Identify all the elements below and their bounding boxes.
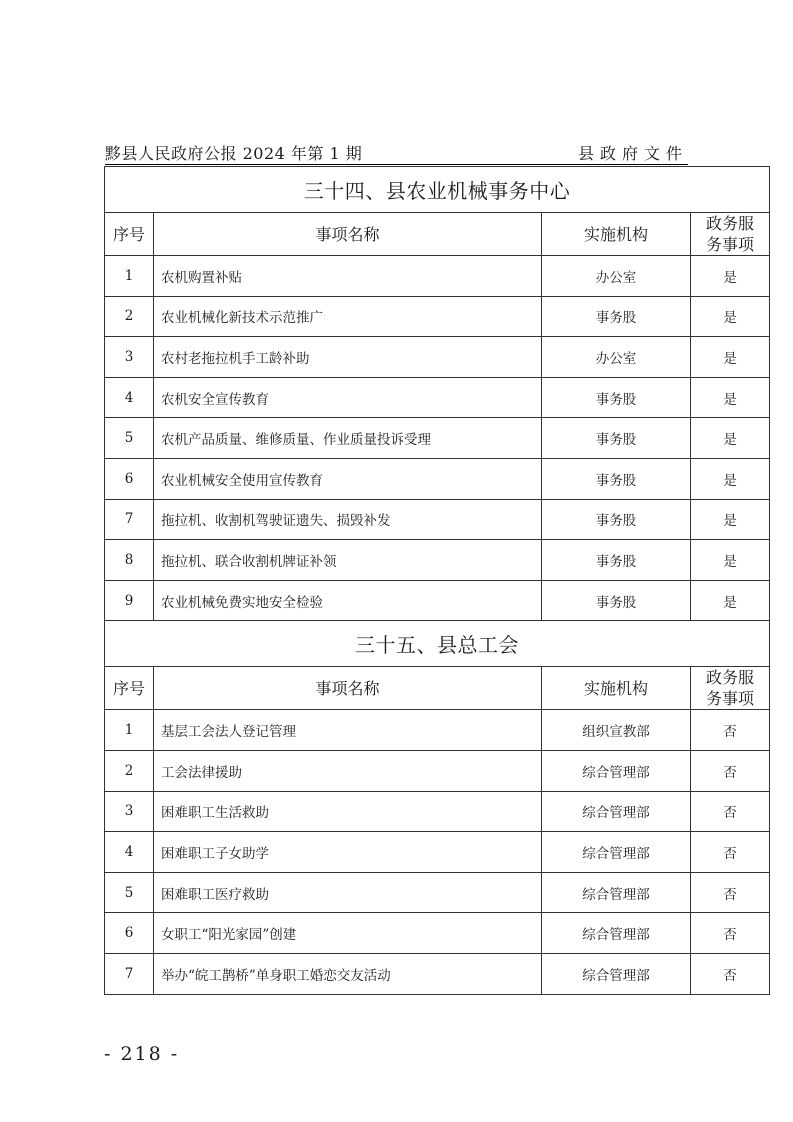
- gov-service-flag: 是: [691, 580, 770, 621]
- gov-service-flag: 否: [691, 710, 770, 751]
- item-name: 工会法律援助: [154, 750, 542, 791]
- agency: 事务股: [542, 377, 691, 418]
- gov-service-flag: 否: [691, 953, 770, 994]
- col-header-number: 序号: [105, 213, 154, 256]
- item-name: 农村老拖拉机手工龄补助: [154, 337, 542, 378]
- item-name: 困难职工子女助学: [154, 832, 542, 873]
- agency: 综合管理部: [542, 832, 691, 873]
- table-row: [105, 953, 770, 994]
- col-header-agency: 实施机构: [542, 213, 691, 256]
- row-number: 9: [105, 580, 154, 621]
- table-row: [105, 872, 770, 913]
- agency: 综合管理部: [542, 791, 691, 832]
- agency: 办公室: [542, 256, 691, 297]
- row-number: 2: [105, 296, 154, 337]
- col-header-gov-service: 政务服务事项: [691, 667, 770, 710]
- service-items-table: [104, 166, 770, 995]
- section-title-row: [105, 621, 770, 667]
- gov-service-flag: 否: [691, 872, 770, 913]
- gov-service-flag: 是: [691, 499, 770, 540]
- agency: 综合管理部: [542, 750, 691, 791]
- table-header-row: [105, 213, 770, 256]
- agency: 事务股: [542, 296, 691, 337]
- item-name: 拖拉机、联合收割机牌证补领: [154, 540, 542, 581]
- row-number: 1: [105, 256, 154, 297]
- row-number: 4: [105, 377, 154, 418]
- table-row: [105, 832, 770, 873]
- col-header-gov-service: 政务服务事项: [691, 213, 770, 256]
- item-name: 农业机械安全使用宣传教育: [154, 458, 542, 499]
- item-name: 农业机械免费实地安全检验: [154, 580, 542, 621]
- row-number: 5: [105, 872, 154, 913]
- gov-service-flag: 否: [691, 913, 770, 954]
- item-name: 困难职工医疗救助: [154, 872, 542, 913]
- row-number: 5: [105, 418, 154, 459]
- table-row: [105, 296, 770, 337]
- gov-service-flag: 是: [691, 256, 770, 297]
- table-row: [105, 418, 770, 459]
- table-row: [105, 580, 770, 621]
- gov-service-flag: 否: [691, 750, 770, 791]
- gov-service-flag: 是: [691, 296, 770, 337]
- row-number: 6: [105, 913, 154, 954]
- row-number: 1: [105, 710, 154, 751]
- agency: 办公室: [542, 337, 691, 378]
- item-name: 困难职工生活救助: [154, 791, 542, 832]
- agency: 综合管理部: [542, 913, 691, 954]
- table-row: [105, 710, 770, 751]
- page-number: - 218 -: [104, 1043, 180, 1065]
- row-number: 4: [105, 832, 154, 873]
- agency: 事务股: [542, 499, 691, 540]
- gov-service-flag: 是: [691, 377, 770, 418]
- table-row: [105, 377, 770, 418]
- gov-service-flag: 是: [691, 540, 770, 581]
- gov-service-flag: 否: [691, 791, 770, 832]
- item-name: 农机安全宣传教育: [154, 377, 542, 418]
- item-name: 农机产品质量、维修质量、作业质量投诉受理: [154, 418, 542, 459]
- agency: 综合管理部: [542, 872, 691, 913]
- table-row: [105, 750, 770, 791]
- table-row: [105, 337, 770, 378]
- document-category: 县政府文件: [577, 144, 688, 163]
- item-name: 基层工会法人登记管理: [154, 710, 542, 751]
- bulletin-title: 黟县人民政府公报 2024 年第 1 期: [105, 144, 363, 163]
- table-row: [105, 256, 770, 297]
- agency: 事务股: [542, 540, 691, 581]
- agency: 事务股: [542, 580, 691, 621]
- table-row: [105, 791, 770, 832]
- gov-service-flag: 是: [691, 458, 770, 499]
- section-title-row: [105, 167, 770, 213]
- col-header-agency: 实施机构: [542, 667, 691, 710]
- gov-service-flag: 否: [691, 832, 770, 873]
- row-number: 7: [105, 953, 154, 994]
- gov-service-flag: 是: [691, 337, 770, 378]
- gov-service-flag: 是: [691, 418, 770, 459]
- agency: 组织宣教部: [542, 710, 691, 751]
- item-name: 女职工“阳光家园”创建: [154, 913, 542, 954]
- row-number: 6: [105, 458, 154, 499]
- table-header-row: [105, 667, 770, 710]
- row-number: 2: [105, 750, 154, 791]
- col-header-number: 序号: [105, 667, 154, 710]
- row-number: 7: [105, 499, 154, 540]
- table-row: [105, 499, 770, 540]
- item-name: 农业机械化新技术示范推广: [154, 296, 542, 337]
- section-title: 三十五、县总工会: [105, 621, 770, 667]
- agency: 事务股: [542, 458, 691, 499]
- page-header: [105, 138, 688, 165]
- agency: 综合管理部: [542, 953, 691, 994]
- section-title: 三十四、县农业机械事务中心: [105, 167, 770, 213]
- col-header-item-name: 事项名称: [154, 667, 542, 710]
- table-row: [105, 913, 770, 954]
- table-row: [105, 458, 770, 499]
- item-name: 举办“皖工鹊桥”单身职工婚恋交友活动: [154, 953, 542, 994]
- row-number: 8: [105, 540, 154, 581]
- agency: 事务股: [542, 418, 691, 459]
- row-number: 3: [105, 791, 154, 832]
- row-number: 3: [105, 337, 154, 378]
- item-name: 拖拉机、收割机驾驶证遗失、损毁补发: [154, 499, 542, 540]
- col-header-item-name: 事项名称: [154, 213, 542, 256]
- item-name: 农机购置补贴: [154, 256, 542, 297]
- table-row: [105, 540, 770, 581]
